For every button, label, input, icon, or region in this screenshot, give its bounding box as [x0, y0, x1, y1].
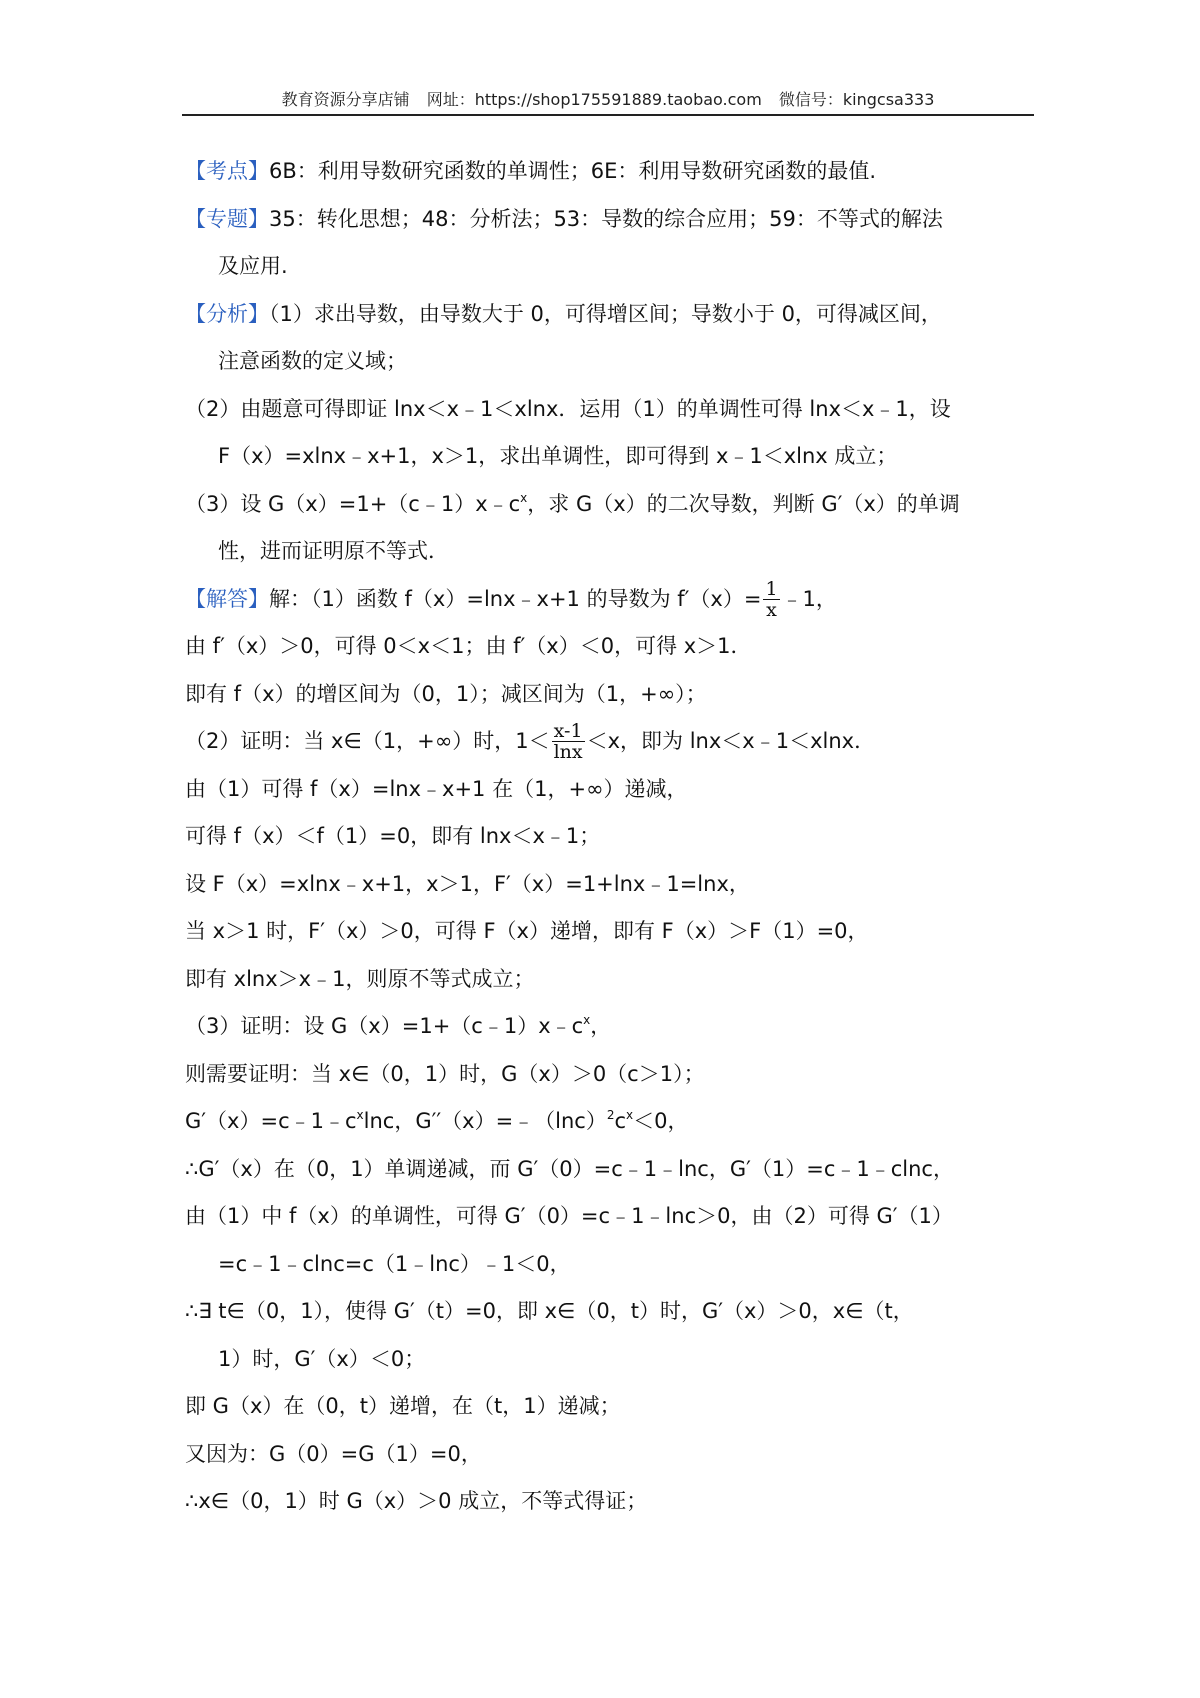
jieda-line-13: ∴G′（x）在（0，1）单调递减，而 G′（0）=c﹣1﹣lnc，G′（1）=c﹣1﹣clnc，: [185, 1156, 954, 1181]
fenxi-text-3: （2）由题意可得即证 lnx＜x﹣1＜xlnx．运用（1）的单调性可得 lnx＜x﹣1，设: [185, 396, 951, 421]
fenxi-text-2: 注意函数的定义域；: [218, 349, 407, 373]
fenxi-text-1: （1）求出导数，由导数大于 0，可得增区间；导数小于 0，可得减区间，: [269, 301, 942, 326]
jieda-line-5: 由（1）可得 f（x）=lnx﹣x+1 在（1，+∞）递减，: [185, 776, 688, 801]
jieda-line-14: 由（1）中 f（x）的单调性，可得 G′（0）=c﹣1﹣lnc＞0，由（2）可得 G′（1）: [185, 1204, 953, 1228]
jieda-line-7: 设 F（x）=xlnx﹣x+1，x＞1，F′（x）=1+lnx﹣1=lnx，: [185, 871, 750, 896]
jieda-10b: ，: [590, 1014, 612, 1038]
fraction-1-over-x: [763, 577, 779, 621]
jieda-line-17: 1）时，G′（x）＜0；: [218, 1346, 426, 1371]
jieda-line-6: 可得 f（x）＜f（1）=0，即有 lnx＜x﹣1；: [185, 824, 601, 848]
jieda-line-19: 又因为：G（0）=G（1）=0，: [185, 1441, 482, 1466]
jieda-line-15: =c﹣1﹣clnc=c（1﹣lnc）﹣1＜0，: [218, 1251, 571, 1276]
fenxi-5b: ，求 G（x）的二次导数，判断 G′（x）的单调: [527, 491, 960, 516]
jieda-line-9: 即有 xlnx＞x﹣1，则原不等式成立；: [185, 966, 535, 991]
jieda-line-11: 则需要证明：当 x∈（0，1）时，G（x）＞0（c＞1）；: [185, 1061, 705, 1086]
jieda-line-10: [185, 1003, 1035, 1051]
fenxi-tag: 【分析】: [185, 301, 269, 326]
jieda-12-sup3: x: [626, 1108, 634, 1122]
fenxi-5a: （3）设 G（x）=1+（c﹣1）x﹣c: [185, 491, 521, 516]
solution-body: [185, 148, 1035, 1526]
jieda-tag: 【解答】: [185, 586, 269, 611]
jieda-12d: ＜0，: [633, 1109, 689, 1133]
jieda-line-4: [185, 718, 1035, 766]
fenxi-text-5: [185, 481, 1035, 529]
jieda-12a: G′（x）=c﹣1﹣c: [185, 1109, 357, 1133]
jieda-10-sup: x: [583, 1013, 591, 1027]
jieda-12c: c: [614, 1109, 627, 1133]
header-shop: 教育资源分享店铺: [281, 90, 410, 109]
jieda-10a: （3）证明：设 G（x）=1+（c﹣1）x﹣c: [185, 1014, 584, 1038]
zhuanti-tag: 【专题】: [185, 206, 269, 231]
frac2-denominator: lnx: [553, 741, 583, 763]
fenxi-text-4: F（x）=xlnx﹣x+1，x＞1，求出单调性，即可得到 x﹣1＜xlnx 成立；: [218, 444, 898, 468]
jieda-4b: ＜x，即为 lnx＜x﹣1＜xlnx．: [586, 729, 876, 753]
jieda-12-sup1: x: [356, 1108, 364, 1122]
header-url: 网址：https://shop175591889.taobao.com: [426, 90, 762, 109]
jieda-line-12: [185, 1098, 1035, 1146]
zhuanti-text: 35：转化思想；48：分析法；53：导数的综合应用；59：不等式的解法: [269, 206, 943, 231]
jieda-line-16: ∴∃ t∈（0，1），使得 G′（t）=0，即 x∈（0，t）时，G′（x）＞0，x∈（t，: [185, 1299, 914, 1323]
zhuanti-cont: 及应用.: [218, 254, 288, 278]
jieda-line-2: 由 f′（x）＞0，可得 0＜x＜1；由 f′（x）＜0，可得 x＞1．: [185, 634, 752, 658]
jieda-1b: ﹣1，: [781, 586, 837, 611]
zhuanti-line: [185, 196, 1035, 244]
jieda-4a: （2）证明：当 x∈（1，+∞）时，1＜: [185, 729, 550, 753]
fenxi-line: [185, 291, 1035, 339]
jieda-line-8: 当 x＞1 时，F′（x）＞0，可得 F（x）递增，即有 F（x）＞F（1）=0，: [185, 919, 869, 943]
jieda-line-3: 即有 f（x）的增区间为（0，1）；减区间为（1，+∞）；: [185, 681, 707, 706]
fenxi-text-6: 性，进而证明原不等式．: [218, 539, 449, 563]
jieda-line-18: 即 G（x）在（0，t）递增，在（t，1）递减；: [185, 1394, 621, 1418]
kaodian-text: 6B：利用导数研究函数的单调性；6E：利用导数研究函数的最值.: [269, 159, 877, 183]
jieda-12b: lnc，G′′（x）=﹣（lnc）: [363, 1109, 607, 1133]
page-header: [182, 86, 1034, 116]
jieda-line-1: [185, 576, 1035, 624]
frac1-numerator: 1: [765, 577, 778, 600]
kaodian-tag: 【考点】: [185, 159, 269, 183]
frac1-denominator: x: [766, 598, 777, 621]
jieda-line-20: ∴x∈（0，1）时 G（x）＞0 成立，不等式得证；: [185, 1489, 648, 1513]
fraction-x-1-over-lnx: [552, 722, 585, 762]
jieda-1a: 解：（1）函数 f（x）=lnx﹣x+1 的导数为 f′（x）=: [269, 586, 762, 611]
jieda-12-sup2: 2: [606, 1108, 615, 1122]
fenxi-5-sup: x: [520, 490, 528, 505]
header-wechat: 微信号：kingcsa333: [778, 90, 935, 109]
frac2-numerator: x-1: [552, 722, 585, 742]
kaodian-line: [185, 148, 1035, 196]
